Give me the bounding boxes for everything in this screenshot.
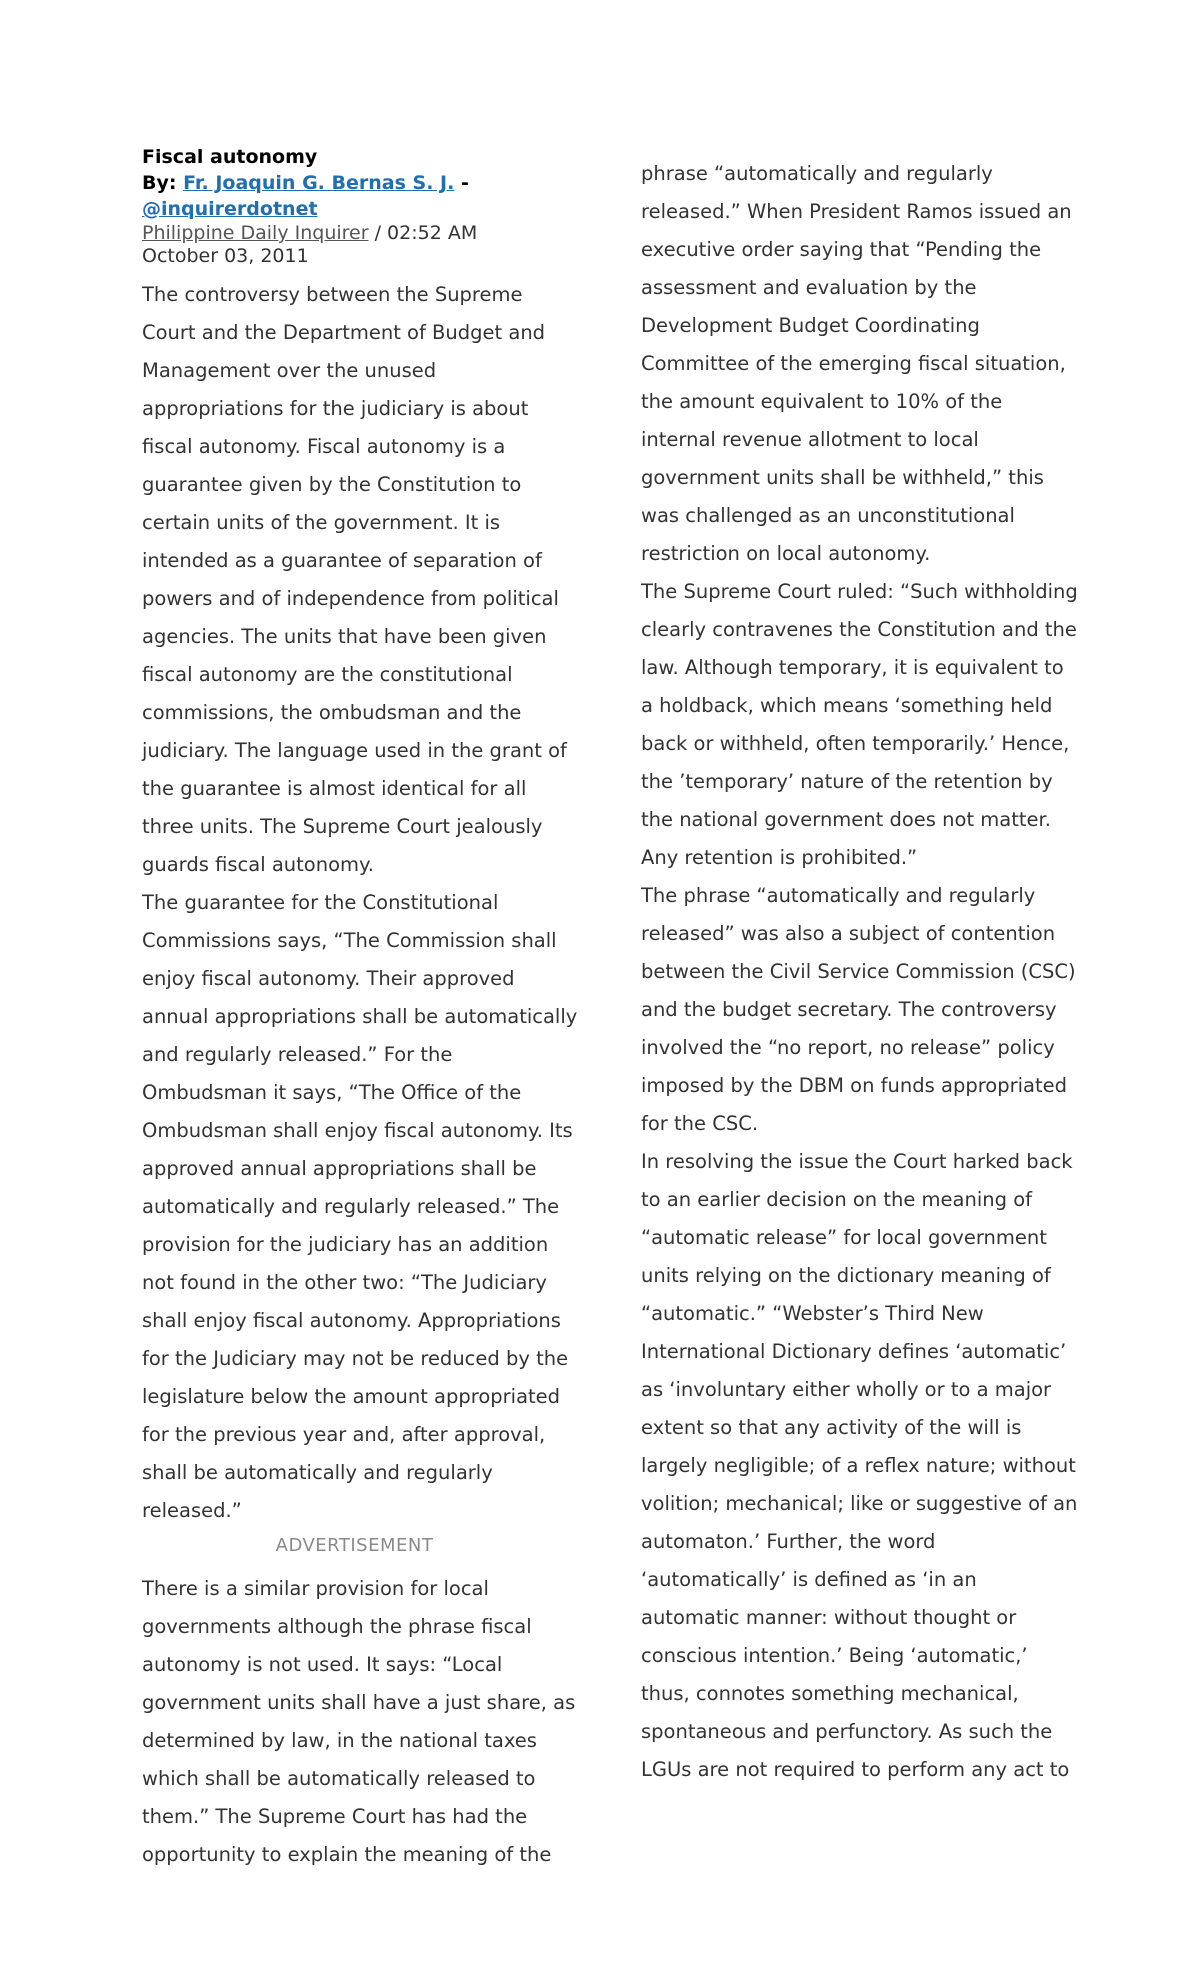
paragraph: phrase “automatically and regularly released.” When President Ramos issued an executive order saying that “Pending the assessment and evaluation by the Development Budget Coordinating Committee of the emerging fiscal situation, the amount equivalent to 10% of the internal revenue allotment to local government units shall be withheld,” this was challenged as an unconstitutional restriction on local autonomy. — [641, 162, 1072, 565]
paragraph: The Supreme Court ruled: “Such withholding clearly contravenes the Constitution and the law. Although temporary, it is equivalent to a holdback, which means ‘something held back or withheld, often temporarily.’ Hence, the ’temporary’ nature of the retention by the national government does not matter. Any retention is prohibited.” — [641, 580, 1078, 869]
paragraph: There is a similar provision for local governments although the phrase fiscal autonomy is not used. It says: “Local government units shall have a just share, as determined by law, in the national taxes which shall be automatically released to them.” The Supreme Court has had the opportunity to explain the meaning of the — [142, 1577, 576, 1866]
publication-link[interactable]: Philippine Daily Inquirer — [142, 222, 369, 244]
by-label: By: — [142, 172, 184, 194]
byline-separator: - — [454, 172, 469, 194]
handle-link[interactable]: @inquirerdotnet — [142, 198, 318, 220]
byline — [142, 170, 582, 222]
publish-time: / 02:52 AM — [368, 222, 478, 244]
paragraph: The phrase “automatically and regularly released” was also a subject of contention between the Civil Service Commission (CSC) and the budget secretary. The controversy involved the “no report, no release” policy imposed by the DBM on funds appropriated for the CSC. — [641, 884, 1076, 1135]
right-column — [641, 155, 1081, 1789]
advertisement-label: ADVERTISEMENT — [275, 1535, 434, 1556]
author-link[interactable]: Fr. Joaquin G. Bernas S. J. — [183, 172, 455, 194]
paragraph: In resolving the issue the Court harked back to an earlier decision on the meaning of “automatic release” for local government units relying on the dictionary meaning of “automatic.” “Webster’s Third New International Dictionary defines ‘automatic’ as ‘involuntary either wholly or to a major extent so that any activity of the will is largely negligible; of a reflex nature; without volition; mechanical; like or suggestive of an automaton.’ Further, the word ‘automatically’ is defined as ‘in an automatic manner: without thought or conscious intention.’ Being ‘automatic,’ thus, connotes something mechanical, spontaneous and perfunctory. As such the LGUs are not required to perform any act to — [641, 1150, 1078, 1781]
paragraph: The guarantee for the Constitutional Commissions says, “The Commission shall enjoy fiscal autonomy. Their approved annual appropriations shall be automatically and regularly released.” For the Ombudsman it says, “The Office of the Ombudsman shall enjoy fiscal autonomy. Its approved annual appropriations shall be automatically and regularly released.” The provision for the judiciary has an addition not found in the other two: “The Judiciary shall enjoy fiscal autonomy. Appropriations for the Judiciary may not be reduced by the legislature below the amount appropriated for the previous year and, after approval, shall be automatically and regularly released.” — [142, 891, 578, 1522]
paragraph: The controversy between the Supreme Court and the Department of Budget and Management over the unused appropriations for the judiciary is about fiscal autonomy. Fiscal autonomy is a guarantee given by the Constitution to certain units of the government. It is intended as a guarantee of separation of powers and of independence from political agencies. The units that have been given fiscal autonomy are the constitutional commissions, the ombudsman and the judiciary. The language used in the grant of the guarantee is almost identical for all three units. The Supreme Court jealously guards fiscal autonomy. — [142, 283, 567, 876]
article-header — [142, 144, 582, 268]
left-column — [142, 144, 582, 1874]
source-line — [142, 222, 582, 268]
publish-date: October 03, 2011 — [142, 245, 309, 267]
article-title: Fiscal autonomy — [142, 146, 318, 168]
